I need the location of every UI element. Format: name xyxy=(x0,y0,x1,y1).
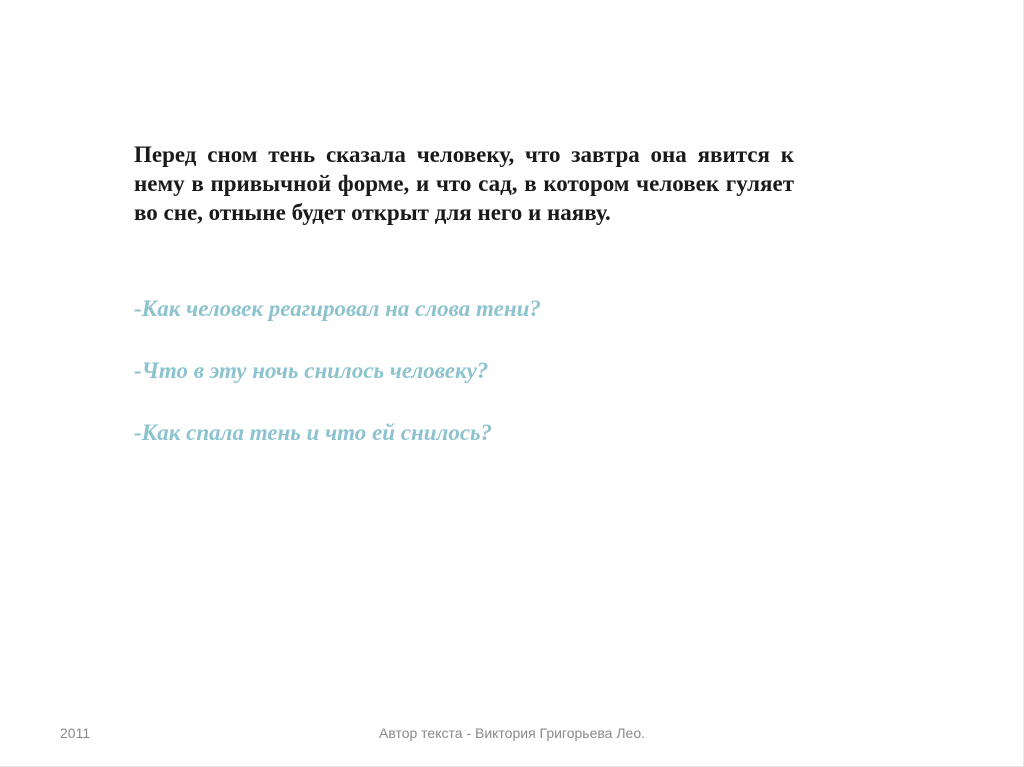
question-3: -Как спала тень и что ей снилось? xyxy=(134,420,493,445)
question-1: -Как человек реагировал на слова тени? xyxy=(134,296,541,321)
footer-author: Автор текста - Виктория Григорьева Лео. xyxy=(378,725,645,741)
main-paragraph: Перед сном тень сказала человеку, что завтра она явится к нему в привычной форме, и что сад, в котором человек гуляет во сне, отныне будет открыт для него и наяву. xyxy=(134,142,794,225)
footer-year: 2011 xyxy=(60,725,91,741)
question-2: -Что в эту ночь снилось человеку? xyxy=(134,358,489,383)
